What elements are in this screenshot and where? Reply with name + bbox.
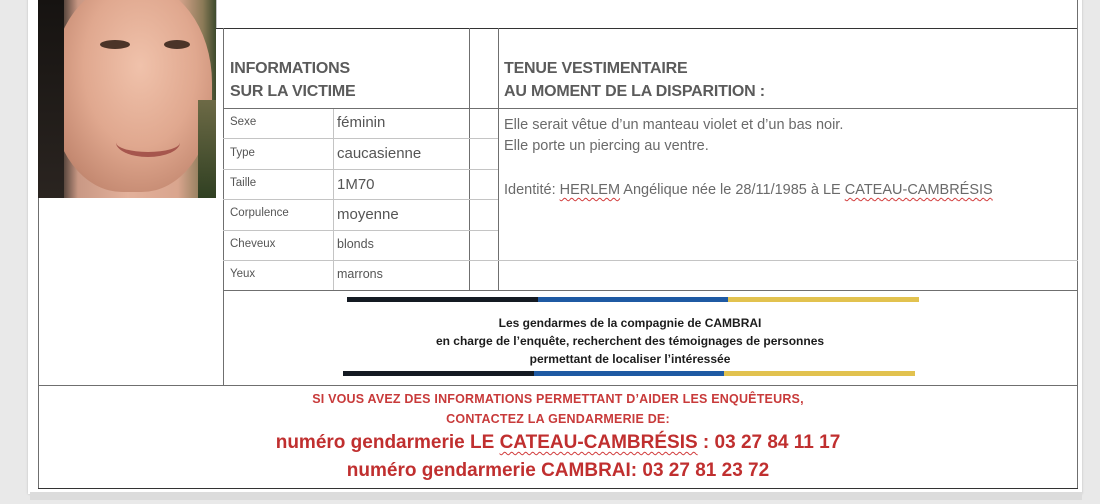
clothing-line-2: Elle porte un piercing au ventre.: [504, 138, 709, 154]
gendarmes-line-2: en charge de l’enquête, recherchent des témoignages de personnes: [435, 334, 825, 348]
label-cheveux: Cheveux: [230, 238, 276, 250]
table-row-end: [223, 290, 1078, 291]
victim-photo: [38, 0, 216, 198]
col-divider-2: [498, 28, 499, 290]
value-corpulence: moyenne: [337, 206, 399, 223]
identity-line: Identité: HERLEM Angélique née le 28/11/1985 à LE CATEAU-CAMBRÉSIS: [504, 182, 993, 198]
table-left-border: [223, 28, 224, 386]
label-corpulence: Corpulence: [230, 207, 289, 219]
label-sexe: Sexe: [230, 116, 257, 128]
clothing-line-1: Elle serait vêtue d’un manteau violet et d’un bas noir.: [504, 117, 844, 133]
label-yeux: Yeux: [230, 268, 256, 280]
value-type: caucasienne: [337, 145, 422, 162]
contact-line-2: CONTACTEZ LA GENDARMERIE DE:: [446, 412, 670, 426]
table-top-border: [216, 28, 1078, 29]
phone-le-cateau: numéro gendarmerie LE CATEAU-CAMBRÉSIS : 03 27 84 11 17: [275, 432, 841, 453]
victim-info-header: INFORMATIONS SUR LA VICTIME: [230, 60, 356, 100]
phone-cambrai: numéro gendarmerie CAMBRAI: 03 27 81 23 72: [346, 460, 770, 481]
phone-town: CATEAU-CAMBRÉSIS: [499, 432, 698, 453]
flag-bar-top: [347, 297, 919, 302]
contact-line-1: SI VOUS AVEZ DES INFORMATIONS PERMETTANT D’AIDER LES ENQUÊTEURS,: [312, 392, 804, 406]
label-type: Type: [230, 147, 255, 159]
gendarmes-line-3: permettant de localiser l’intéressée: [529, 352, 731, 366]
value-cheveux: blonds: [337, 237, 374, 251]
identity-surname: HERLEM: [559, 182, 621, 198]
col-divider-1: [469, 28, 470, 290]
page-shadow: [30, 492, 1082, 500]
contact-section-border: [38, 385, 1078, 386]
label-taille: Taille: [230, 177, 257, 189]
value-sexe: féminin: [337, 114, 386, 131]
flag-bar-bottom: [343, 371, 915, 376]
value-taille: 1M70: [337, 176, 375, 193]
value-yeux: marrons: [337, 267, 383, 281]
identity-town: CATEAU-CAMBRÉSIS: [844, 182, 993, 198]
outer-bottom-border: [38, 488, 1078, 489]
clothing-header: TENUE VESTIMENTAIRE AU MOMENT DE LA DISPARITION :: [504, 60, 765, 100]
gendarmes-line-1: Les gendarmes de la compagnie de CAMBRAI: [498, 316, 762, 330]
header-row-border: [223, 108, 1078, 109]
